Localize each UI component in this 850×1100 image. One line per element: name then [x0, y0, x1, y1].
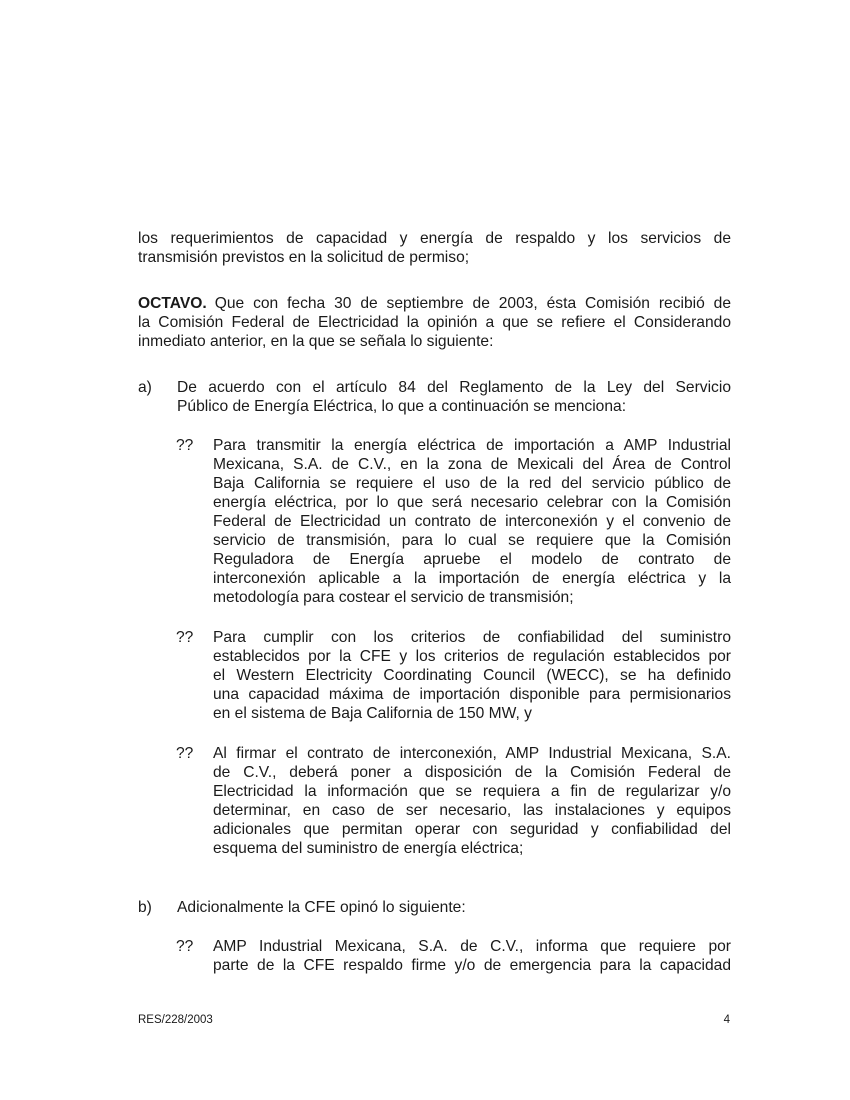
text-line: determinar, en caso de ser necesario, las instalaciones y equipos — [213, 802, 731, 819]
text-line: de C.V., deberá poner a disposición de la Comisión Federal de — [213, 764, 731, 781]
text-line: energía eléctrica, por lo que será necesario celebrar con la Comisión — [213, 494, 731, 511]
text-line: Adicionalmente la CFE opinó lo siguiente: — [177, 899, 466, 916]
text-line: inmediato anterior, en la que se señala lo siguiente: — [138, 333, 494, 350]
text-line: Público de Energía Eléctrica, lo que a continuación se menciona: — [177, 398, 627, 415]
text-line: Baja California se requiere el uso de la red del servicio público de — [213, 475, 731, 492]
text-line: esquema del suministro de energía eléctrica; — [213, 840, 524, 857]
text-line: en el sistema de Baja California de 150 MW, y — [213, 705, 532, 722]
text-line: los requerimientos de capacidad y energía de respaldo y los servicios de — [138, 230, 731, 247]
text-line: Al firmar el contrato de interconexión, AMP Industrial Mexicana, S.A. — [213, 745, 731, 762]
text-line: el Western Electricity Coordinating Council (WECC), se ha definido — [213, 667, 731, 684]
text-line: establecidos por la CFE y los criterios de regulación establecidos por — [213, 648, 731, 665]
bullet-marker-icon: ?? — [176, 745, 194, 762]
list-marker: b) — [138, 899, 152, 916]
text-line: Mexicana, S.A. de C.V., en la zona de Mexicali del Área de Control — [213, 456, 731, 473]
text-line: Reguladora de Energía apruebe el modelo de contrato de — [213, 551, 731, 568]
page-number: 4 — [723, 1014, 730, 1026]
text-line: parte de la CFE respaldo firme y/o de emergencia para la capacidad — [213, 957, 731, 974]
text-line: adicionales que permitan operar con seguridad y confiabilidad del — [213, 821, 731, 838]
text-line: metodología para costear el servicio de transmisión; — [213, 589, 574, 606]
text-line: servicio de transmisión, para lo cual se requiere que la Comisión — [213, 532, 731, 549]
section-heading: OCTAVO. — [138, 295, 207, 312]
text-line — [138, 294, 731, 313]
bullet-marker-icon: ?? — [176, 437, 194, 454]
list-marker: a) — [138, 379, 152, 396]
bullet-marker-icon: ?? — [176, 629, 194, 646]
text-line: una capacidad máxima de importación disponible para permisionarios — [213, 686, 731, 703]
text-line: De acuerdo con el artículo 84 del Reglamento de la Ley del Servicio — [177, 379, 731, 396]
text-line: la Comisión Federal de Electricidad la opinión a que se refiere el Considerando — [138, 314, 731, 331]
bullet-marker-icon: ?? — [176, 938, 194, 955]
text-line: transmisión previstos en la solicitud de permiso; — [138, 249, 470, 266]
text-line: Electricidad la información que se requiera a fin de regularizar y/o — [213, 783, 731, 800]
text-line: Federal de Electricidad un contrato de interconexión y el convenio de — [213, 513, 731, 530]
text-line: Para transmitir la energía eléctrica de importación a AMP Industrial — [213, 437, 731, 454]
document-id: RES/228/2003 — [138, 1014, 213, 1026]
text-line: AMP Industrial Mexicana, S.A. de C.V., informa que requiere por — [213, 938, 731, 955]
text-line: interconexión aplicable a la importación de energía eléctrica y la — [213, 570, 731, 587]
text-line: Para cumplir con los criterios de confiabilidad del suministro — [213, 629, 731, 646]
text-span: Que con fecha 30 de septiembre de 2003, ésta Comisión recibió de — [214, 295, 731, 312]
